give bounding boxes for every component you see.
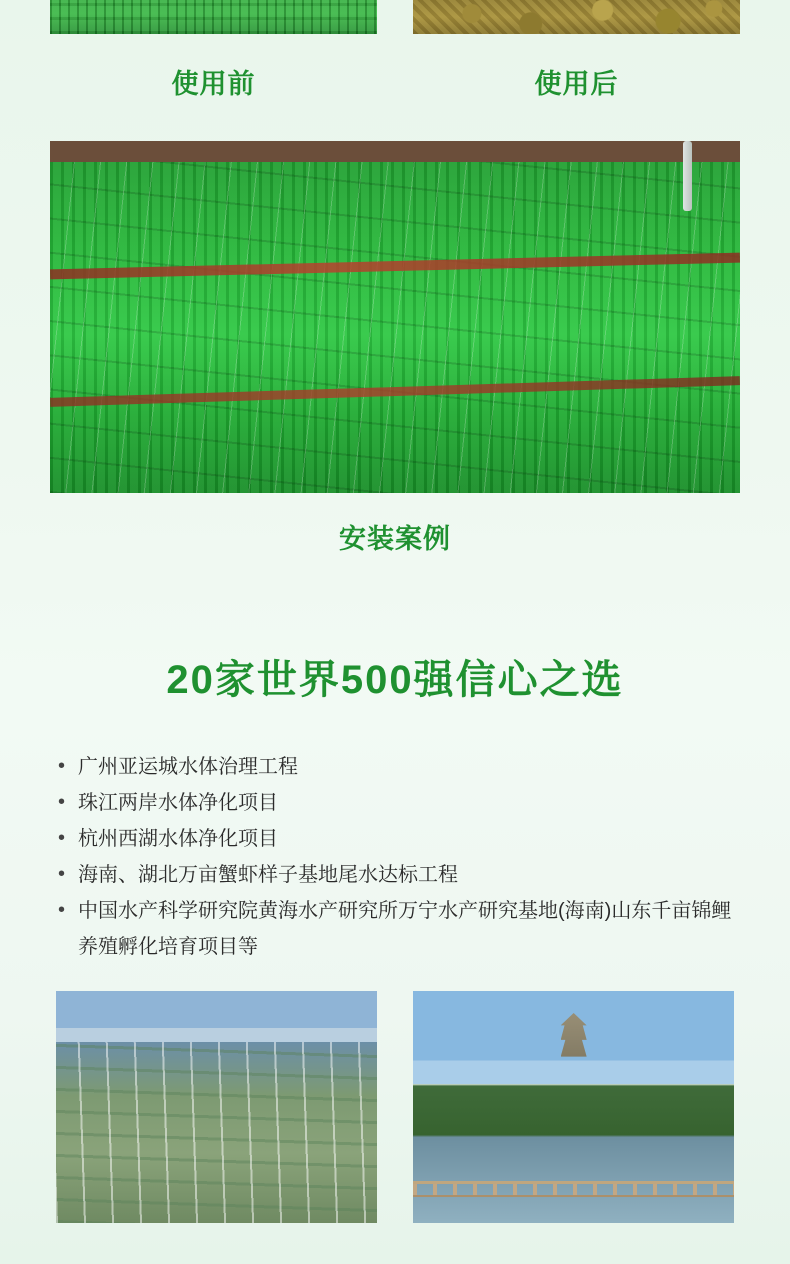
pagoda-icon [561,1013,587,1069]
list-item: • 广州亚运城水体治理工程 [56,749,734,785]
project-list [0,749,790,965]
pipe-decoration [683,141,692,211]
page-title: 20家世界500强信心之选 [166,658,624,702]
before-column [50,0,377,101]
after-use-photo [413,0,740,34]
west-lake-photo [413,991,734,1223]
before-after-comparison [0,0,790,101]
installation-case-section [0,141,790,556]
list-item: • 海南、湖北万亩蟹虾样子基地尾水达标工程 [56,857,734,893]
installation-case-caption: 安装案例 [339,524,451,554]
before-use-caption: 使用前 [171,69,256,99]
list-item: • 珠江两岸水体净化项目 [56,785,734,821]
before-use-photo [50,0,377,34]
railing-decoration [413,1181,734,1197]
aquaculture-ponds-photo [56,991,377,1223]
installation-case-photo [50,141,740,493]
after-column [413,0,740,101]
list-item: • 杭州西湖水体净化项目 [56,821,734,857]
after-use-caption: 使用后 [534,69,619,99]
project-gallery [0,991,790,1223]
list-item: • 中国水产科学研究院黄海水产研究所万宁水产研究基地(海南)山东千亩锦鲤养殖孵化培育项目等 [56,893,734,965]
